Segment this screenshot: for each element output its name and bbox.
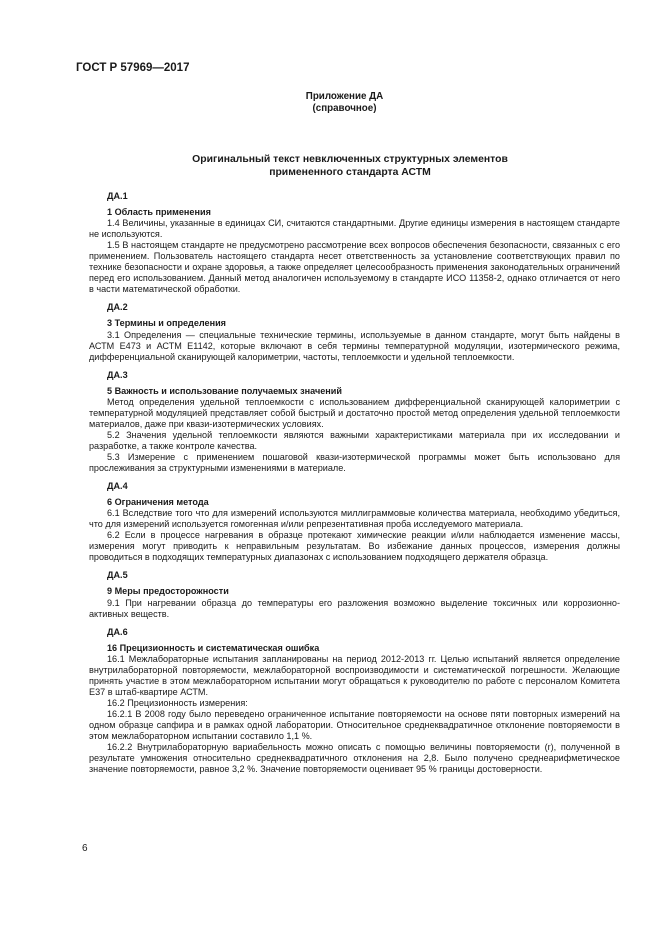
appendix-title: Приложение ДА — [305, 91, 384, 102]
main-title-line-2: примененного стандарта АСТМ — [269, 166, 431, 178]
page-number: 6 — [82, 843, 88, 854]
section-code: ДА.1 — [107, 191, 128, 201]
paragraph: 6.1 Вследствие того что для измерений используются миллиграммовые количества материала, необходимо убедиться, что для измерений используется гомогенная и/или репрезентативная проба исследуемого материала. — [89, 508, 620, 530]
main-title — [80, 154, 620, 179]
main-title-line-1: Оригинальный текст невключенных структурных элементов — [192, 154, 508, 165]
section-code: ДА.5 — [107, 570, 128, 581]
paragraph: Метод определения удельной теплоемкости с использованием дифференциальной сканирующей калориметрии с температурной модуляцией представляет собой быстрый и достаточно простой метод определения удельной теплоемкости материалов, даже при квази-изотермических условиях. — [89, 396, 620, 429]
section-heading: 5 Важность и использование получаемых значений — [107, 385, 342, 396]
document-body — [89, 191, 620, 775]
paragraph: 1.4 Величины, указанные в единицах СИ, считаются стандартными. Другие единицы измерения в настоящем стандарте не используются. — [89, 218, 620, 240]
paragraph: 16.2.2 Внутрилабораторную вариабельность можно описать с помощью величины повторяемости (r), полученной в результате умножения относительно среднеквадратичного отклонения на 2,8. Было получено среднеарифметическое значение повторяемости, равное 3,2 %. Значение повторяемости оценивает 95 % границы достоверности. — [89, 742, 620, 775]
paragraph: 5.3 Измерение с применением пошаговой квази-изотермической программы может быть использовано для прослеживания за структурными изменениями в материале. — [89, 451, 620, 474]
section-heading: 6 Ограничения метода — [107, 497, 209, 508]
section-code: ДА.3 — [107, 369, 128, 380]
paragraph: 5.2 Значения удельной теплоемкости являются важными характеристиками материала при их исследовании и разработке, а также контроле качества. — [89, 429, 620, 451]
section-heading: 1 Область применения — [107, 207, 211, 218]
section-heading: 16 Прецизионность и систематическая ошибка — [107, 642, 320, 653]
document-id-header: ГОСТ Р 57969—2017 — [76, 62, 190, 74]
paragraph: 9.1 При нагревании образца до температуры его разложения возможно выделение токсичных или коррозионно-активных веществ. — [89, 597, 620, 619]
paragraph: 16.1 Межлабораторные испытания запланированы на период 2012-2013 гг. Целью испытаний является определение внутрилабораторной повторяемости, межлабораторной воспроизводимости и систематической погрешности. Желающие принять участие в этом межлабораторном испытании могут обращаться к руководителю по работе с персоналом Комитета Е37 в штаб-квартире АСТМ. — [89, 653, 620, 697]
section-heading: 3 Термины и определения — [107, 318, 226, 329]
section-code: ДА.2 — [107, 302, 128, 313]
paragraph: 16.2 Прецизионность измерения: — [107, 697, 248, 708]
paragraph: 3.1 Определения — специальные технические термины, используемые в данном стандарте, могут быть найдены в АСТМ Е473 и АСТМ Е1142, которые включают в себя термины температурной модуляции, изотермического режима, дифференциальной сканирующей калориметрии, частоты, теплоемкости и удельной теплоемкости. — [89, 329, 620, 362]
paragraph: 16.2.1 В 2008 году было переведено ограниченное испытание повторяемости на основе пяти повторных измерений на одном образце сапфира и в рамках одной лаборатории. Относительное среднеквадратичное отклонение повторяемости в этом межлабораторном испытании составило 1,1 %. — [89, 708, 620, 742]
paragraph: 6.2 Если в процессе нагревания в образце протекают химические реакции и/или наблюдается изменение массы, измерения могут приводить к неправильным результатам. Во избежание данных процессов, измерения должны проводиться в подходящих температурных диапазонах с использованием подходящего держателя образца. — [89, 530, 620, 563]
paragraph: 1.5 В настоящем стандарте не предусмотрено рассмотрение всех вопросов обеспечения безопасности, связанных с его применением. Пользователь настоящего стандарта несет ответственность за установление соответствующих правил по технике безопасности и охране здоровья, а также определяет целесообразность применения законодательных ограничений перед его использованием. Данный метод аналогичен используемому в стандарте ИСО 11358-2, однако отличается от него в части математической обработки. — [89, 240, 620, 295]
appendix-subtitle: (справочное) — [312, 103, 377, 114]
section-code: ДА.4 — [107, 481, 128, 492]
section-heading: 9 Меры предосторожности — [107, 586, 229, 597]
section-code: ДА.6 — [107, 626, 128, 637]
